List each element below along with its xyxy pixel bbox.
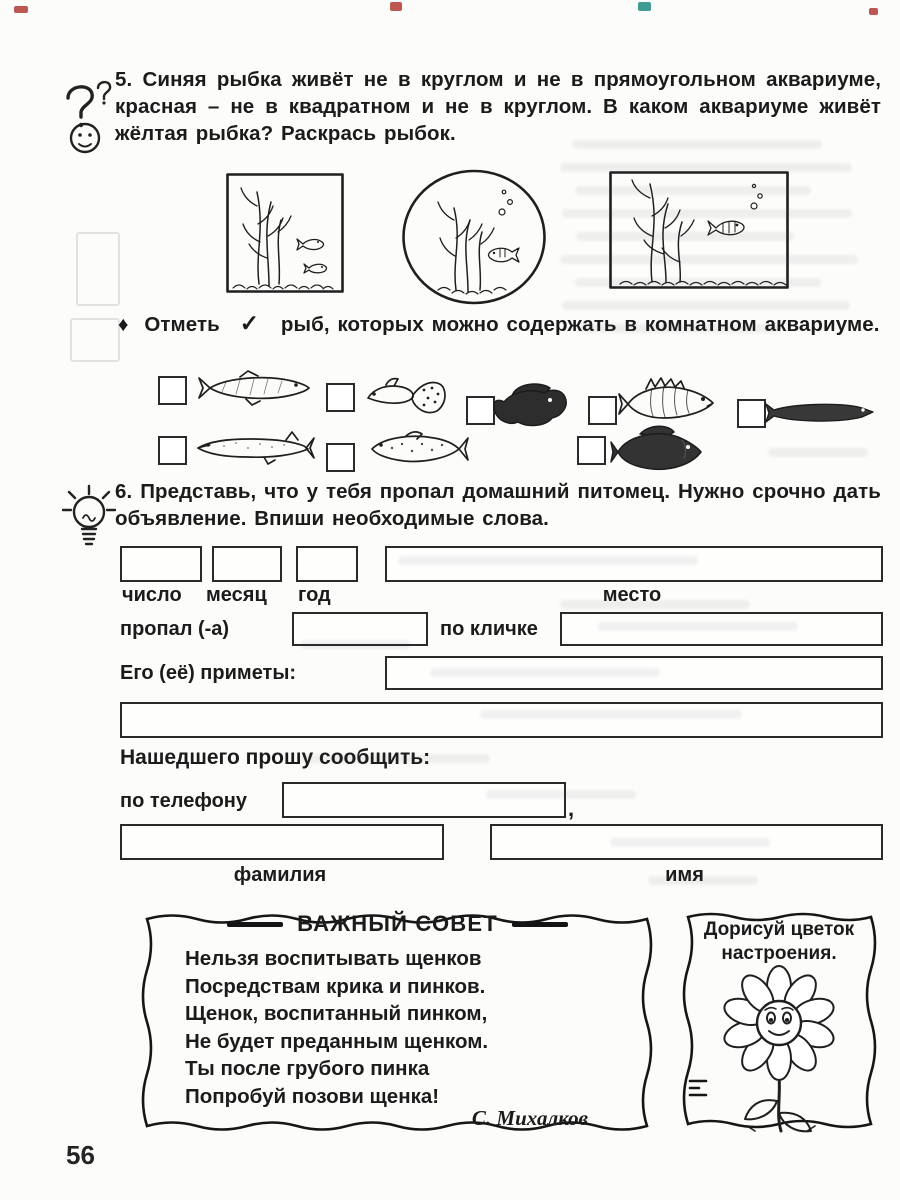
phone-label: по телефону (120, 790, 247, 812)
fish-checkbox-2[interactable] (326, 383, 355, 412)
mark-rest: рыб, которых можно содержать в комнатном аквариуме. (280, 313, 880, 336)
bleedthrough-artifact (70, 318, 120, 362)
aquarium-rect[interactable] (608, 170, 790, 290)
lightbulb-icon (60, 483, 118, 557)
phone-comma: , (568, 796, 575, 821)
fish-sabrefish-image (196, 368, 314, 408)
corner-mark-icon (686, 1075, 712, 1105)
date-field[interactable] (120, 546, 202, 582)
advice-title: ВАЖНЫЙ СОВЕТ (297, 911, 498, 936)
mood-flower-box (678, 903, 880, 1138)
task5-text: 5. Синяя рыбка живёт не в круглом и не в прямоугольном аквариуме, красная – не в квадратном и не в круглом. В каком аквариуме живёт жёлтая рыбка? Раскрась рыбок. (115, 68, 881, 145)
features-field-1[interactable] (385, 656, 883, 690)
bleedthrough-artifact (76, 232, 120, 306)
lost-label: пропал (-а) (120, 618, 230, 640)
poem-line: Посредствам крика и пинков. (185, 974, 486, 998)
pet-type-field[interactable] (292, 612, 428, 646)
fish-checkbox-1[interactable] (158, 376, 187, 405)
fish-checkbox-6[interactable] (158, 436, 187, 465)
place-field[interactable] (385, 546, 883, 582)
fish-checkbox-4[interactable] (588, 396, 617, 425)
month-label: месяц (206, 584, 267, 606)
notify-label: Нашедшего прошу сообщить: (120, 746, 431, 769)
page-number: 56 (66, 1140, 95, 1170)
nickname-field[interactable] (560, 612, 883, 646)
date-label: число (122, 584, 182, 606)
aquarium-round[interactable] (400, 168, 548, 306)
phone-field[interactable] (282, 782, 566, 818)
question-face-icon (58, 76, 112, 156)
checkmark-glyph: ✓ (239, 310, 260, 336)
features-field-2[interactable] (120, 702, 883, 738)
firstname-field[interactable] (490, 824, 883, 860)
scan-artifact (14, 6, 28, 13)
poem-line: Ты после грубого пинка (185, 1057, 430, 1080)
fish-perch-image (618, 374, 718, 426)
nickname-label: по кличке (440, 618, 538, 640)
fish-checkbox-5[interactable] (737, 399, 766, 428)
year-field[interactable] (296, 546, 358, 582)
scan-artifact (869, 8, 878, 15)
mark-verb: Отметь (144, 313, 220, 336)
poem-author: С. Михалков (471, 1106, 588, 1130)
mark-instruction (118, 310, 882, 338)
fish-checkbox-8[interactable] (577, 436, 606, 465)
fish-saury-image (764, 396, 876, 430)
poem-line: Не будет преданным щенком. (185, 1029, 489, 1053)
advice-poem (185, 945, 488, 1110)
important-advice-box (135, 903, 660, 1138)
fish-checkbox-7[interactable] (326, 443, 355, 472)
features-label: Его (её) приметы: (120, 662, 297, 684)
fish-pike-image (194, 428, 314, 468)
diamond-bullet: ♦ (118, 313, 129, 336)
poem-line: Попробуй позови щенка! (185, 1084, 440, 1108)
mood-flower-drawing[interactable] (699, 965, 859, 1133)
month-field[interactable] (212, 546, 282, 582)
task6-text: 6. Представь, что у тебя пропал домашний питомец. Нужно срочно дать объявление. Впиши необходимые слова. (115, 480, 881, 530)
aquarium-square[interactable] (225, 172, 345, 294)
mood-instruction: Дорисуй цветок настроения. (703, 919, 855, 964)
poem-line: Нельзя воспитывать щенков (185, 947, 482, 970)
scan-artifact (638, 2, 651, 11)
scan-artifact (390, 2, 402, 11)
year-label: год (298, 584, 331, 606)
fish-carp-image (610, 424, 706, 474)
firstname-label: имя (665, 864, 704, 886)
surname-label: фамилия (233, 864, 327, 886)
title-rule-right (512, 922, 568, 927)
place-label: место (602, 584, 662, 606)
surname-field[interactable] (120, 824, 444, 860)
fish-betta-image (486, 380, 572, 432)
poem-line: Щенок, воспитанный пинком, (185, 1002, 488, 1025)
fish-guppy-image (362, 372, 448, 418)
title-rule-left (227, 922, 283, 927)
fish-trout-image (366, 424, 468, 472)
